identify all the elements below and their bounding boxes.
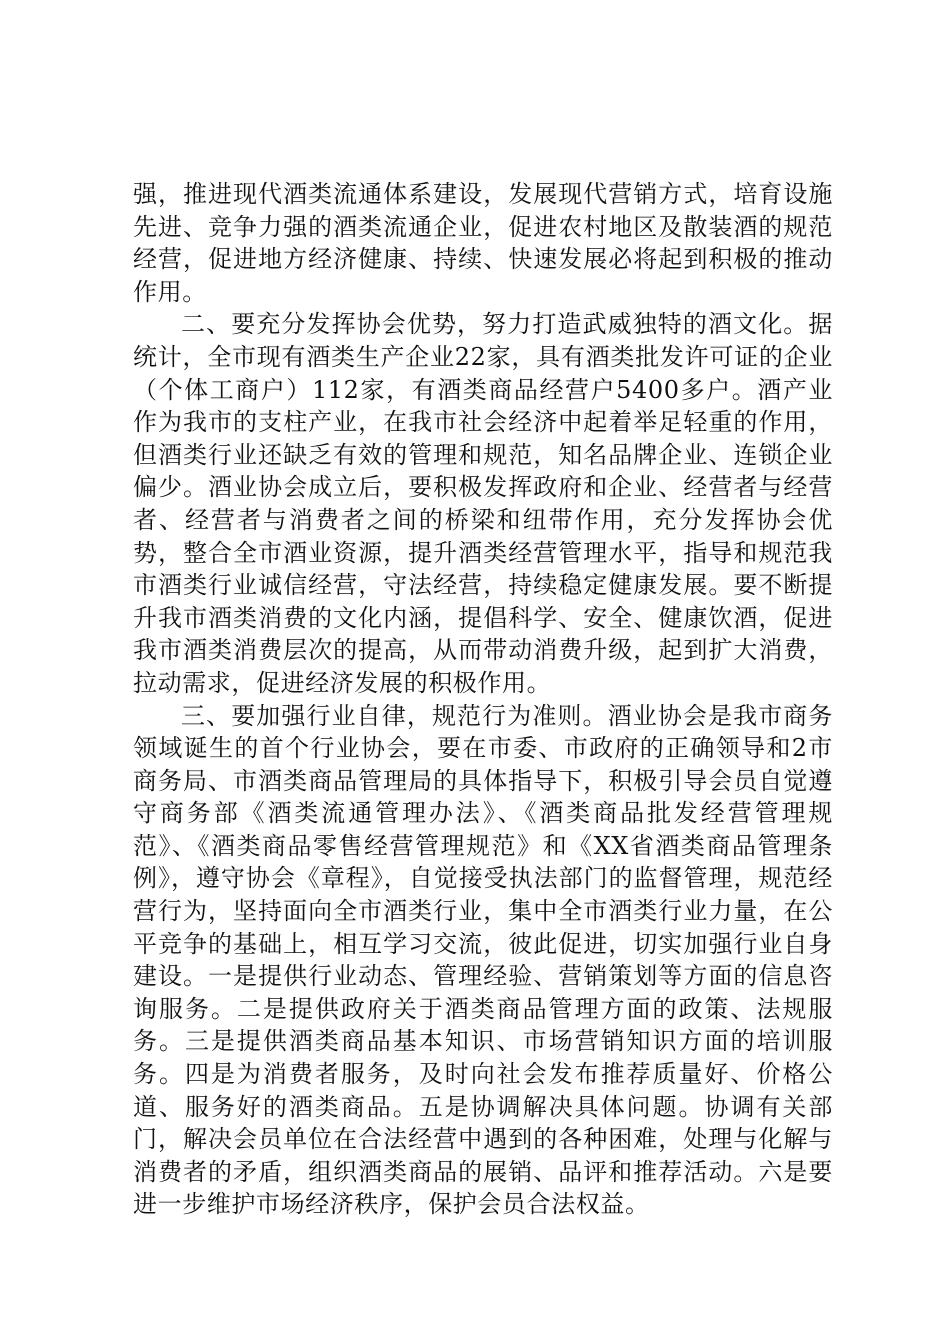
paragraph-section-three: 三、要加强行业自律，规范行为准则。酒业协会是我市商务领域诞生的首个行业协会，要在市委、市政府的正确领导和2市商务局、市酒类商品管理局的具体指导下，积极引导会员自觉遵守商务部《酒类流通管理办法》、《酒类商品批发经营管理规范》、《酒类商品零售经营管理规范》和《XX省酒类商品管理条例》，遵守协会《章程》，自觉接受执法部门的监督管理，规范经营行为，坚持面向全市酒类行业，集中全市酒类行业力量，在公平竞争的基础上，相互学习交流，彼此促进，切实加强行业自身建设。一是提供行业动态、管理经验、营销策划等方面的信息咨询服务。二是提供政府关于酒类商品管理方面的政策、法规服务。三是提供酒类商品基本知识、市场营销知识方面的培训服务。四是为消费者服务，及时向社会发布推荐质量好、价格公道、服务好的酒类商品。五是协调解决具体问题。协调有关部门，解决会员单位在合法经营中遇到的各种困难，处理与化解与消费者的矛盾，组织酒类商品的展销、品评和推荐活动。六是要进一步维护市场经济秩序，保护会员合法权益。 xyxy=(133,701,833,1219)
document-body xyxy=(133,178,833,1221)
paragraph-section-two: 二、要充分发挥协会优势，努力打造武威独特的酒文化。据统计，全市现有酒类生产企业22家，具有酒类批发许可证的企业（个体工商户）112家，有酒类商品经营户5400多户。酒产业作为我市的支柱产业，在我市社会经济中起着举足轻重的作用，但酒类行业还缺乏有效的管理和规范，知名品牌企业、连锁企业偏少。酒业协会成立后，要积极发挥政府和企业、经营者与经营者、经营者与消费者之间的桥梁和纽带作用，充分发挥协会优势，整合全市酒业资源，提升酒类经营管理水平，指导和规范我市酒类行业诚信经营，守法经营，持续稳定健康发展。要不断提升我市酒类消费的文化内涵，提倡科学、安全、健康饮酒，促进我市酒类消费层次的提高，从而带动消费升级，起到扩大消费，拉动需求，促进经济发展的积极作用。 xyxy=(133,310,833,697)
paragraph-continuation: 强，推进现代酒类流通体系建设，发展现代营销方式，培育设施先进、竞争力强的酒类流通企业，促进农村地区及散装酒的规范经营，促进地方经济健康、持续、快速发展必将起到积极的推动作用。 xyxy=(133,180,833,306)
